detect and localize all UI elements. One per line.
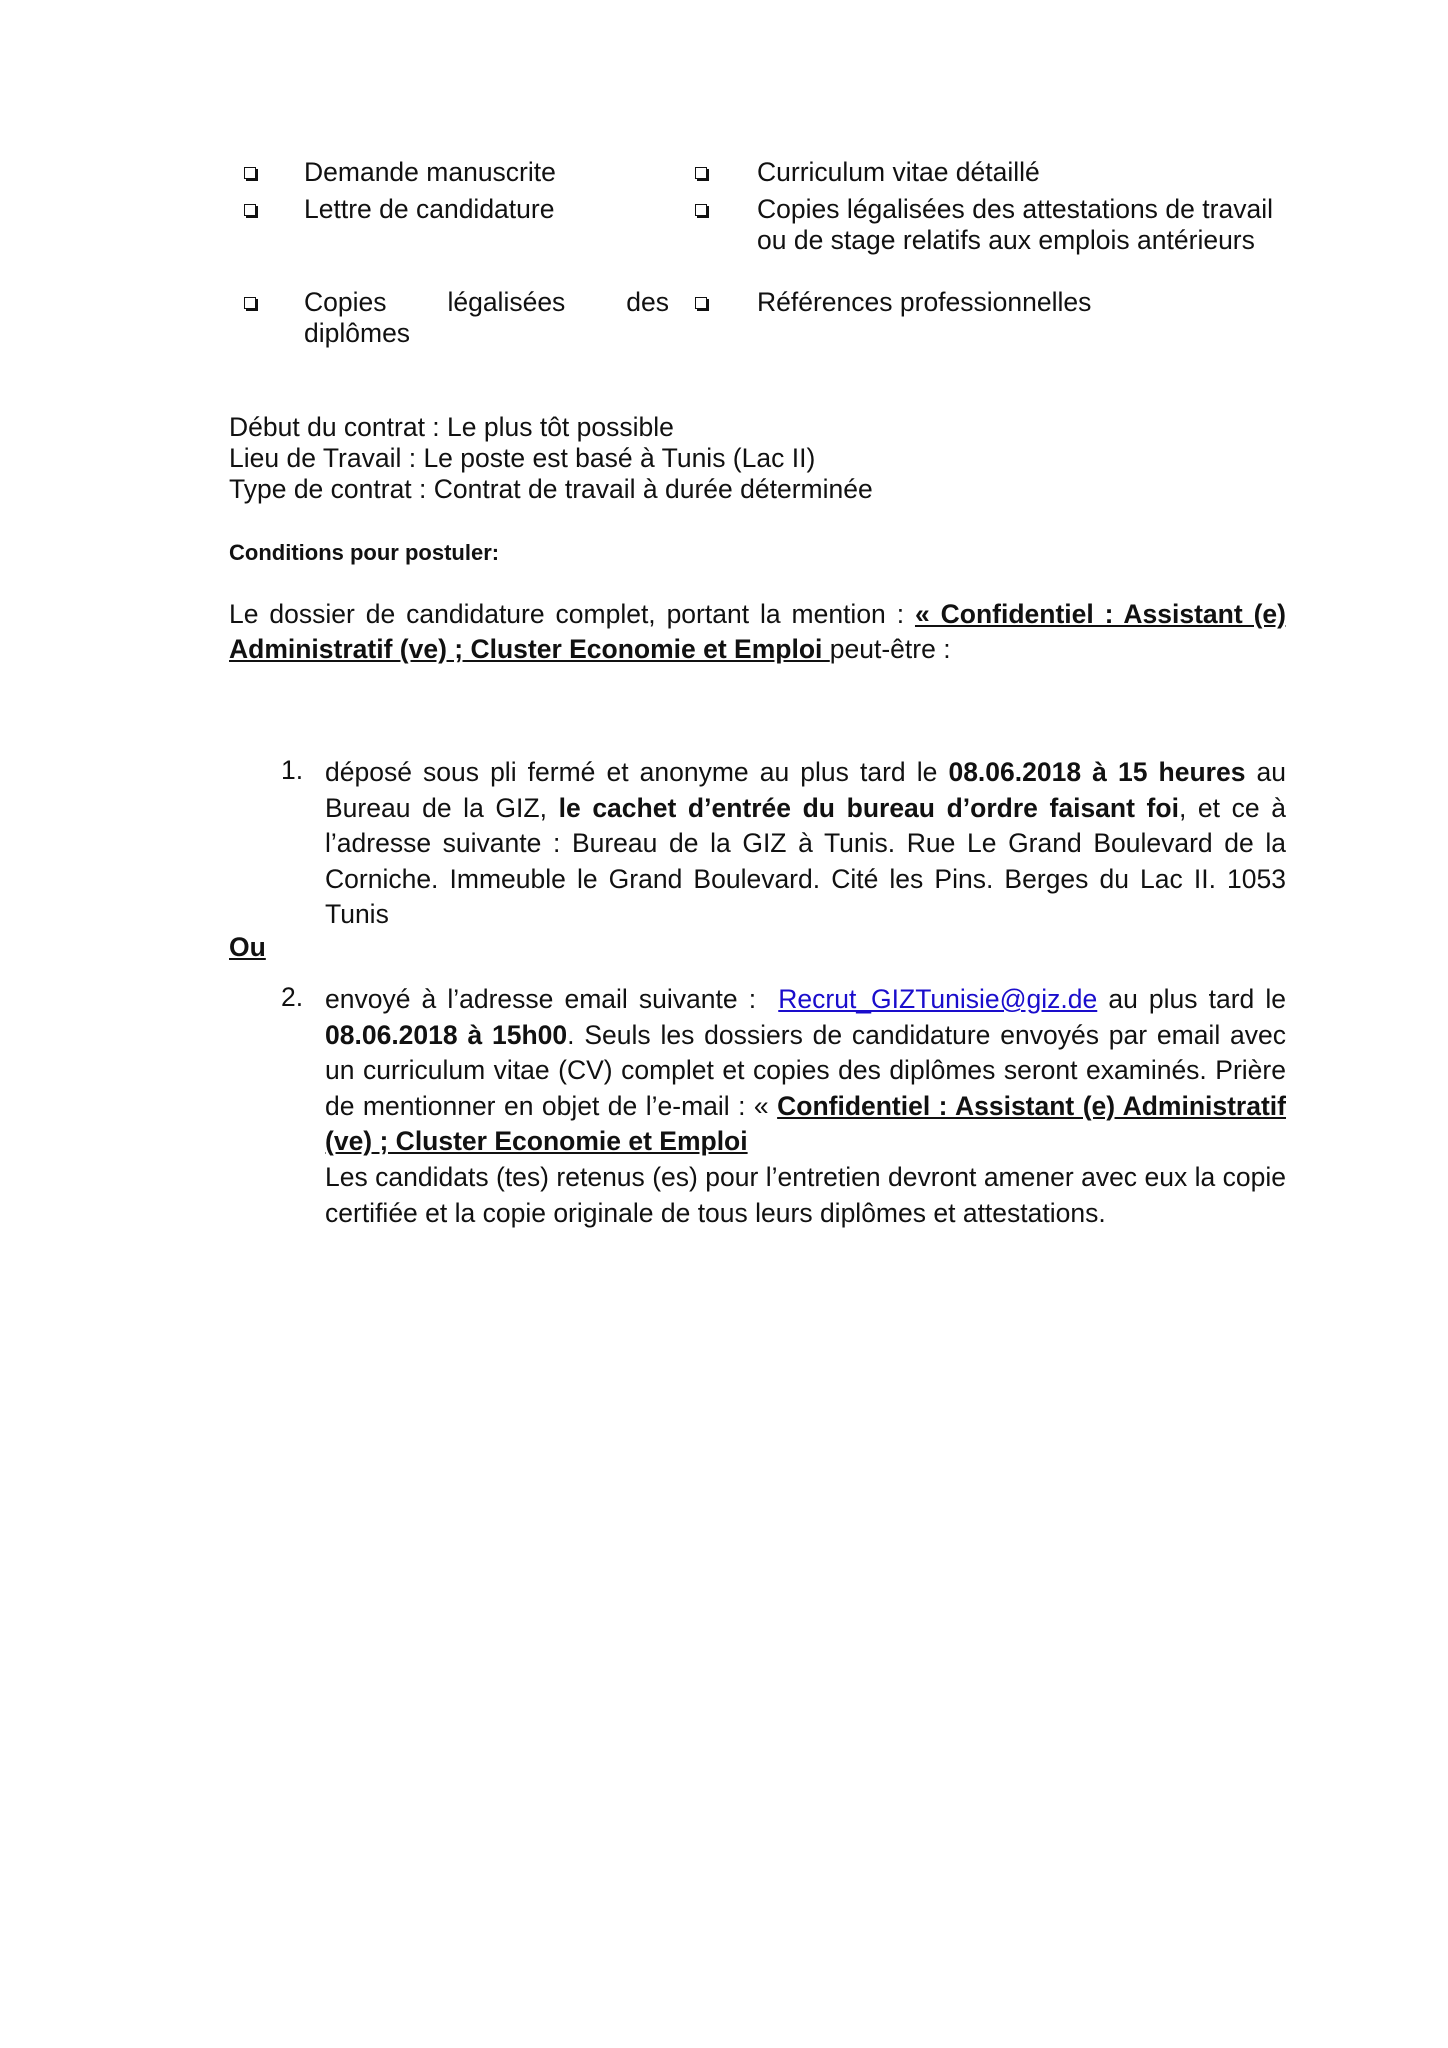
option-2-part: envoyé à l’adresse email suivante : (325, 984, 768, 1014)
list-number-2: 2. (281, 982, 304, 1012)
list-number-1: 1. (281, 755, 304, 785)
checklist-item: Copies légalisées des attestations de travail ou de stage relatifs aux emplois antérieurs (757, 194, 1273, 255)
option-2-deadline: 08.06.2018 à 15h00 (325, 1019, 568, 1050)
or-label: Ou (229, 932, 266, 962)
interview-note: Les candidats (tes) retenus (es) pour l’entretien devront amener avec eux la copie certifiée et la copie originale de tous leurs diplômes et attestations. (325, 1162, 1286, 1228)
checkbox-icon (695, 204, 707, 216)
option-2-text (325, 982, 1286, 1160)
conditions-heading: Conditions pour postuler: (229, 540, 500, 565)
checkbox-icon (244, 204, 256, 216)
checkbox-icon (244, 297, 256, 309)
option-2-subject: Confidentiel : Assistant (e) Administratif (ve) ; Cluster Economie et Emploi (325, 1090, 1286, 1156)
option-1-part: , et ce à l’adresse suivante : Bureau de la GIZ à Tunis. Rue Le Grand Boulevard de la Corniche. Immeuble le Grand Boulevard. Cité les Pins. Berges du Lac II. 1053 Tunis (325, 792, 1287, 929)
option-1-part: déposé sous pli fermé et anonyme au plus tard le (325, 757, 949, 787)
checkbox-icon (695, 297, 707, 309)
checklist-item: Lettre de candidature (304, 194, 555, 224)
option-1-part: au Bureau de la GIZ, (325, 757, 1286, 823)
checklist-item: Copies légalisées des diplômes (304, 287, 669, 348)
checkbox-icon (695, 167, 707, 179)
email-link[interactable]: Recrut_GIZTunisie@giz.de (778, 984, 1098, 1014)
checklist-item: Curriculum vitae détaillé (757, 157, 1040, 187)
checkbox-icon (244, 167, 256, 179)
option-1-deadline: 08.06.2018 à 15 heures (948, 757, 1246, 787)
conditions-intro (229, 597, 1286, 667)
contract-location: Lieu de Travail : Le poste est basé à Tunis (Lac II) (229, 443, 816, 473)
intro-prefix: Le dossier de candidature complet, portant la mention : (229, 599, 915, 629)
intro-suffix: peut-être : (829, 634, 951, 664)
option-1-stamp: le cachet d’entrée du bureau d’ordre faisant foi (558, 792, 1179, 823)
option-1-text (325, 755, 1286, 933)
intro-mention: « Confidentiel : Assistant (e) Administratif (ve) ; Cluster Economie et Emploi (229, 599, 1286, 664)
option-2-part: au plus tard le (1097, 984, 1286, 1014)
option-2-part: . Seuls les dossiers de candidature envoyés par email avec un curriculum vitae (CV) complet et copies des diplômes seront examinés. Prière de mentionner en objet de l’e-mail : « (325, 1019, 1286, 1121)
checklist-item: Références professionnelles (757, 287, 1092, 317)
contract-start: Début du contrat : Le plus tôt possible (229, 412, 674, 442)
checklist-item: Demande manuscrite (304, 157, 556, 187)
contract-type: Type de contrat : Contrat de travail à durée déterminée (229, 474, 873, 504)
